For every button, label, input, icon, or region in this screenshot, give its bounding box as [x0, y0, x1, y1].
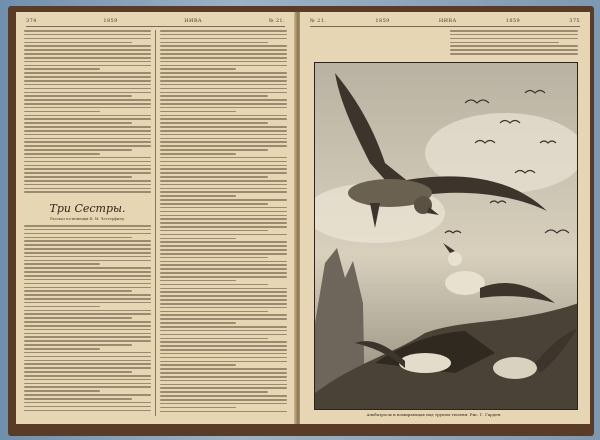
text-line — [160, 353, 287, 355]
text-line — [24, 72, 151, 74]
text-line — [24, 298, 151, 300]
text-line — [24, 348, 100, 350]
text-line — [160, 211, 287, 213]
text-line — [160, 249, 287, 251]
text-line — [24, 379, 151, 381]
text-line — [24, 233, 151, 235]
text-line — [160, 364, 236, 366]
text-line — [24, 402, 151, 404]
text-line — [160, 138, 287, 140]
text-line — [160, 272, 287, 274]
text-line — [24, 99, 151, 101]
text-line — [160, 264, 287, 266]
text-line — [160, 384, 287, 386]
text-line — [160, 318, 287, 320]
text-line — [24, 306, 100, 308]
right-page-title: НИВА — [438, 18, 457, 24]
left-running-head — [26, 18, 285, 27]
text-line — [160, 341, 287, 343]
text-line — [160, 368, 287, 370]
text-line — [24, 80, 151, 82]
text-line — [24, 225, 151, 227]
text-line — [160, 276, 287, 278]
text-line — [160, 68, 236, 70]
text-line — [24, 352, 151, 354]
text-line — [24, 68, 100, 70]
text-line — [160, 99, 287, 101]
text-line — [24, 356, 151, 358]
text-line — [24, 92, 151, 94]
text-line — [160, 399, 287, 401]
text-line — [160, 161, 287, 163]
text-line — [24, 271, 151, 273]
text-line — [160, 295, 287, 297]
text-line — [24, 161, 151, 163]
text-line — [24, 244, 151, 246]
left-text-column-2 — [160, 30, 287, 415]
text-line — [160, 238, 236, 240]
text-line — [160, 145, 287, 147]
text-line — [24, 256, 151, 258]
text-line — [24, 65, 151, 67]
text-line — [160, 314, 287, 316]
text-line — [160, 45, 287, 47]
text-line — [450, 38, 578, 40]
right-page-number: 375 — [569, 18, 580, 24]
text-line — [160, 284, 268, 286]
text-line — [160, 403, 287, 405]
right-page — [300, 12, 590, 424]
text-line — [24, 263, 100, 265]
text-line — [160, 95, 268, 97]
text-line — [160, 61, 287, 63]
text-line — [24, 191, 151, 193]
text-line — [24, 321, 151, 323]
text-line — [24, 260, 151, 262]
text-line — [160, 195, 236, 197]
text-line — [24, 275, 151, 277]
engraving-caption: Альбатросы и помирающая над трупом тюленя. Рис. Г. Гарден. — [366, 412, 502, 417]
text-line — [160, 280, 236, 282]
text-line — [160, 168, 287, 170]
text-line — [24, 360, 151, 362]
text-line — [24, 134, 151, 136]
text-line — [24, 184, 151, 186]
text-line — [160, 172, 287, 174]
text-line — [160, 153, 236, 155]
left-page-year: 1859 — [103, 18, 118, 24]
text-line — [160, 338, 268, 340]
text-line — [450, 49, 578, 51]
text-line — [24, 329, 151, 331]
text-line — [160, 199, 287, 201]
text-line — [24, 118, 151, 120]
text-line — [450, 45, 578, 47]
text-line — [160, 134, 287, 136]
text-line — [24, 386, 151, 388]
text-line — [24, 340, 151, 342]
text-line — [24, 107, 151, 109]
text-line — [24, 122, 132, 124]
text-line — [160, 234, 287, 236]
text-line — [24, 76, 151, 78]
text-line — [24, 248, 151, 250]
text-line — [160, 218, 287, 220]
text-line — [24, 252, 151, 254]
story-title: Три Сестры. — [49, 202, 126, 215]
text-line — [24, 325, 151, 327]
text-line — [24, 313, 151, 315]
text-line — [160, 207, 287, 209]
text-line — [160, 288, 287, 290]
text-line — [24, 188, 151, 190]
text-line — [160, 103, 287, 105]
right-text-column — [450, 30, 578, 60]
albatross-engraving — [314, 62, 578, 410]
left-page — [16, 12, 296, 424]
text-line — [450, 34, 578, 36]
text-line — [24, 367, 151, 369]
text-line — [24, 165, 151, 167]
text-line — [24, 294, 151, 296]
text-line — [24, 141, 151, 143]
text-line — [160, 149, 268, 151]
text-line — [24, 149, 132, 151]
text-line — [24, 42, 132, 44]
text-line — [24, 287, 151, 289]
text-line — [24, 371, 132, 373]
story-subtitle: Рассказ по-немецки Ф. М. Честерфилд. — [50, 217, 125, 221]
text-line — [160, 122, 268, 124]
text-line — [160, 349, 287, 351]
text-line — [160, 376, 287, 378]
text-line — [160, 191, 287, 193]
left-text-column-1-lower — [24, 225, 151, 415]
text-line — [160, 222, 287, 224]
text-line — [160, 180, 287, 182]
text-line — [160, 407, 236, 409]
text-line — [160, 257, 268, 259]
text-line — [24, 383, 151, 385]
text-line — [24, 168, 151, 170]
text-line — [160, 372, 287, 374]
text-line — [160, 357, 287, 359]
text-line — [450, 53, 578, 55]
text-line — [160, 65, 287, 67]
text-line — [24, 333, 151, 335]
text-line — [24, 172, 151, 174]
text-line — [160, 57, 287, 59]
text-line — [160, 326, 287, 328]
text-line — [24, 95, 132, 97]
text-line — [24, 88, 151, 90]
text-line — [160, 107, 287, 109]
text-line — [24, 111, 100, 113]
text-line — [160, 53, 287, 55]
text-line — [24, 30, 151, 32]
text-line — [160, 241, 287, 243]
text-line — [160, 215, 287, 217]
text-line — [160, 130, 287, 132]
right-page-year: 1859 — [375, 18, 390, 24]
text-line — [24, 344, 132, 346]
text-line — [160, 38, 287, 40]
text-line — [160, 230, 268, 232]
text-line — [160, 311, 268, 313]
text-line — [24, 130, 151, 132]
text-line — [24, 394, 151, 396]
text-line — [24, 310, 151, 312]
text-line — [24, 126, 151, 128]
text-line — [160, 76, 287, 78]
text-line — [160, 361, 287, 363]
text-line — [160, 334, 287, 336]
text-line — [160, 307, 287, 309]
text-line — [160, 330, 287, 332]
text-line — [160, 380, 287, 382]
text-line — [160, 268, 287, 270]
text-line — [160, 303, 287, 305]
text-line — [160, 291, 287, 293]
text-line — [24, 49, 151, 51]
text-line — [24, 153, 100, 155]
text-line — [160, 226, 287, 228]
text-line — [160, 245, 287, 247]
text-line — [24, 84, 151, 86]
right-page-issue: № 21. — [310, 18, 327, 24]
engraving-svg — [315, 63, 578, 410]
text-line — [160, 80, 287, 82]
text-line — [24, 237, 132, 239]
text-line — [24, 157, 151, 159]
left-page-issue: № 21. — [268, 18, 285, 24]
text-line — [24, 267, 151, 269]
text-line — [24, 229, 151, 231]
text-line — [24, 390, 100, 392]
right-page-year-2: 1859 — [505, 18, 521, 24]
text-line — [24, 34, 151, 36]
text-line — [160, 261, 287, 263]
text-line — [160, 387, 287, 389]
text-line — [24, 410, 151, 412]
text-line — [24, 145, 151, 147]
text-line — [450, 42, 559, 44]
left-text-column-1 — [24, 30, 151, 198]
text-line — [24, 45, 151, 47]
text-line — [24, 103, 151, 105]
text-line — [160, 88, 287, 90]
text-line — [450, 30, 578, 32]
text-line — [160, 322, 236, 324]
text-line — [24, 283, 151, 285]
text-line — [24, 317, 132, 319]
text-line — [24, 375, 151, 377]
text-line — [160, 118, 287, 120]
text-line — [24, 61, 151, 63]
text-line — [160, 84, 287, 86]
text-line — [160, 92, 287, 94]
text-line — [24, 290, 132, 292]
text-line — [160, 176, 268, 178]
text-line — [24, 406, 151, 408]
text-line — [160, 395, 287, 397]
text-line — [24, 240, 151, 242]
column-divider — [155, 30, 156, 416]
text-line — [160, 165, 287, 167]
text-line — [24, 38, 151, 40]
text-line — [160, 141, 287, 143]
text-line — [160, 34, 287, 36]
left-page-number: 374 — [26, 18, 37, 24]
left-page-title: НИВА — [184, 18, 203, 24]
text-line — [160, 345, 287, 347]
text-line — [24, 363, 151, 365]
text-line — [24, 176, 132, 178]
text-line — [160, 126, 287, 128]
text-line — [160, 30, 287, 32]
text-line — [160, 203, 268, 205]
text-line — [160, 111, 236, 113]
text-line — [160, 42, 268, 44]
text-line — [160, 188, 287, 190]
text-line — [160, 184, 287, 186]
text-line — [24, 180, 151, 182]
text-line — [24, 336, 151, 338]
text-line — [24, 115, 151, 117]
text-line — [24, 57, 151, 59]
text-line — [160, 157, 287, 159]
text-line — [24, 398, 132, 400]
text-line — [160, 253, 287, 255]
text-line — [24, 138, 151, 140]
text-line — [160, 391, 268, 393]
text-line — [160, 299, 287, 301]
right-running-head — [310, 18, 580, 27]
text-line — [160, 49, 287, 51]
text-line — [160, 72, 287, 74]
text-line — [24, 302, 151, 304]
text-line — [160, 115, 287, 117]
text-line — [24, 53, 151, 55]
text-line — [160, 411, 287, 413]
text-line — [24, 279, 151, 281]
